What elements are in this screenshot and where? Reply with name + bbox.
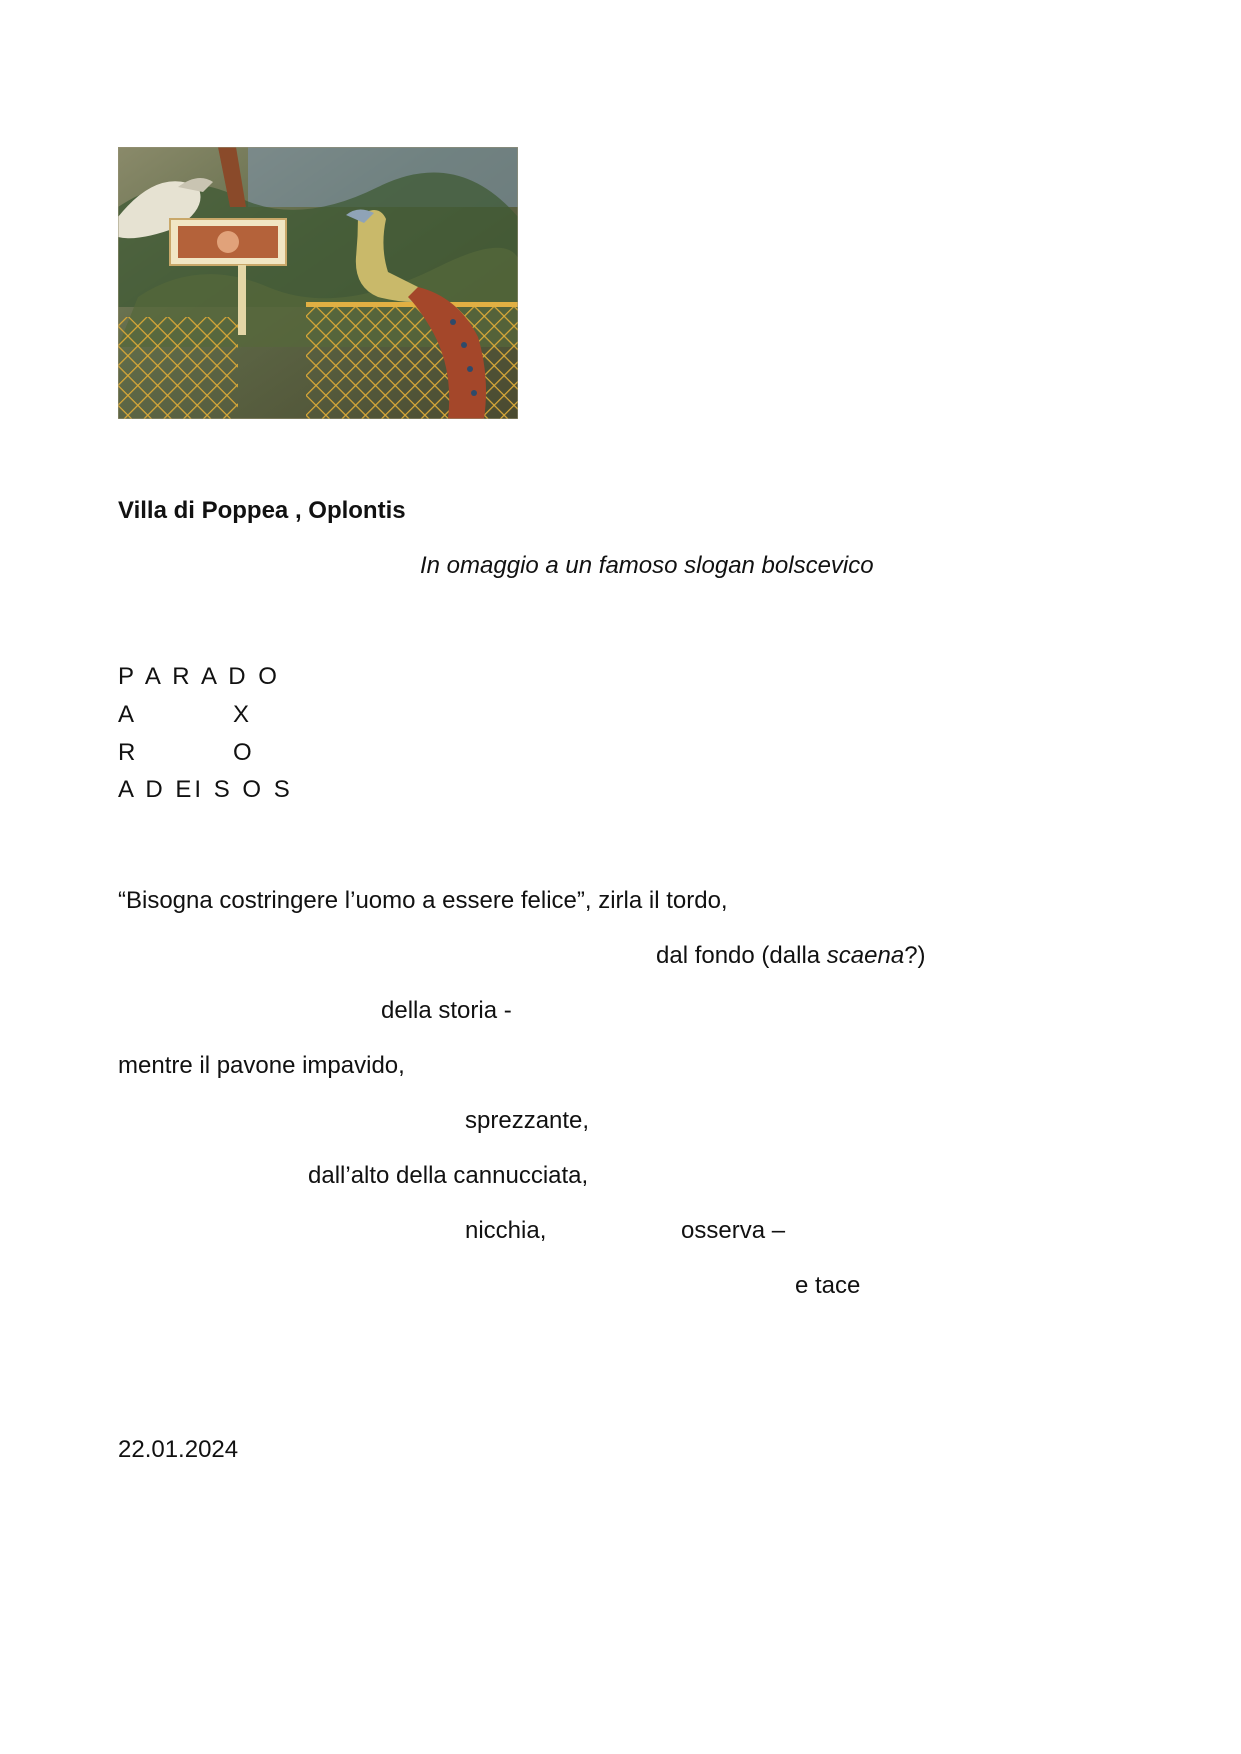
dedication: In omaggio a un famoso slogan bolscevico (420, 552, 874, 579)
acrostic-row-4: A D EI S O S (118, 776, 293, 803)
poem-line-2-text: dal fondo (dalla (656, 942, 827, 969)
acrostic-row-2-left: A (118, 701, 135, 728)
poem-line-7-a: nicchia, (465, 1217, 547, 1244)
acrostic-row-3-left: R (118, 739, 136, 766)
document-date: 22.01.2024 (118, 1436, 239, 1463)
poem-line-2 (656, 942, 926, 970)
poem-line-3: della storia - (381, 997, 512, 1024)
poem-line-5: sprezzante, (465, 1107, 590, 1134)
acrostic-row-2-right: X (233, 701, 250, 728)
poem-line-1: “Bisogna costringere l’uomo a essere felice”, zirla il tordo, (118, 887, 728, 914)
poem-line-6: dall’alto della cannucciata, (308, 1162, 589, 1189)
poem-line-4: mentre il pavone impavido, (118, 1052, 405, 1079)
poem-line-8: e tace (795, 1272, 861, 1299)
acrostic-row-1: P A R A D O (118, 663, 280, 690)
document-title: Villa di Poppea , Oplontis (118, 497, 406, 524)
acrostic-row-3-right: O (233, 739, 252, 766)
poem-line-2-italic: scaena (826, 942, 905, 969)
poem-line-2-end: ?) (904, 942, 926, 969)
fresco-image (118, 147, 518, 419)
poem-line-7-b: osserva – (681, 1217, 786, 1244)
